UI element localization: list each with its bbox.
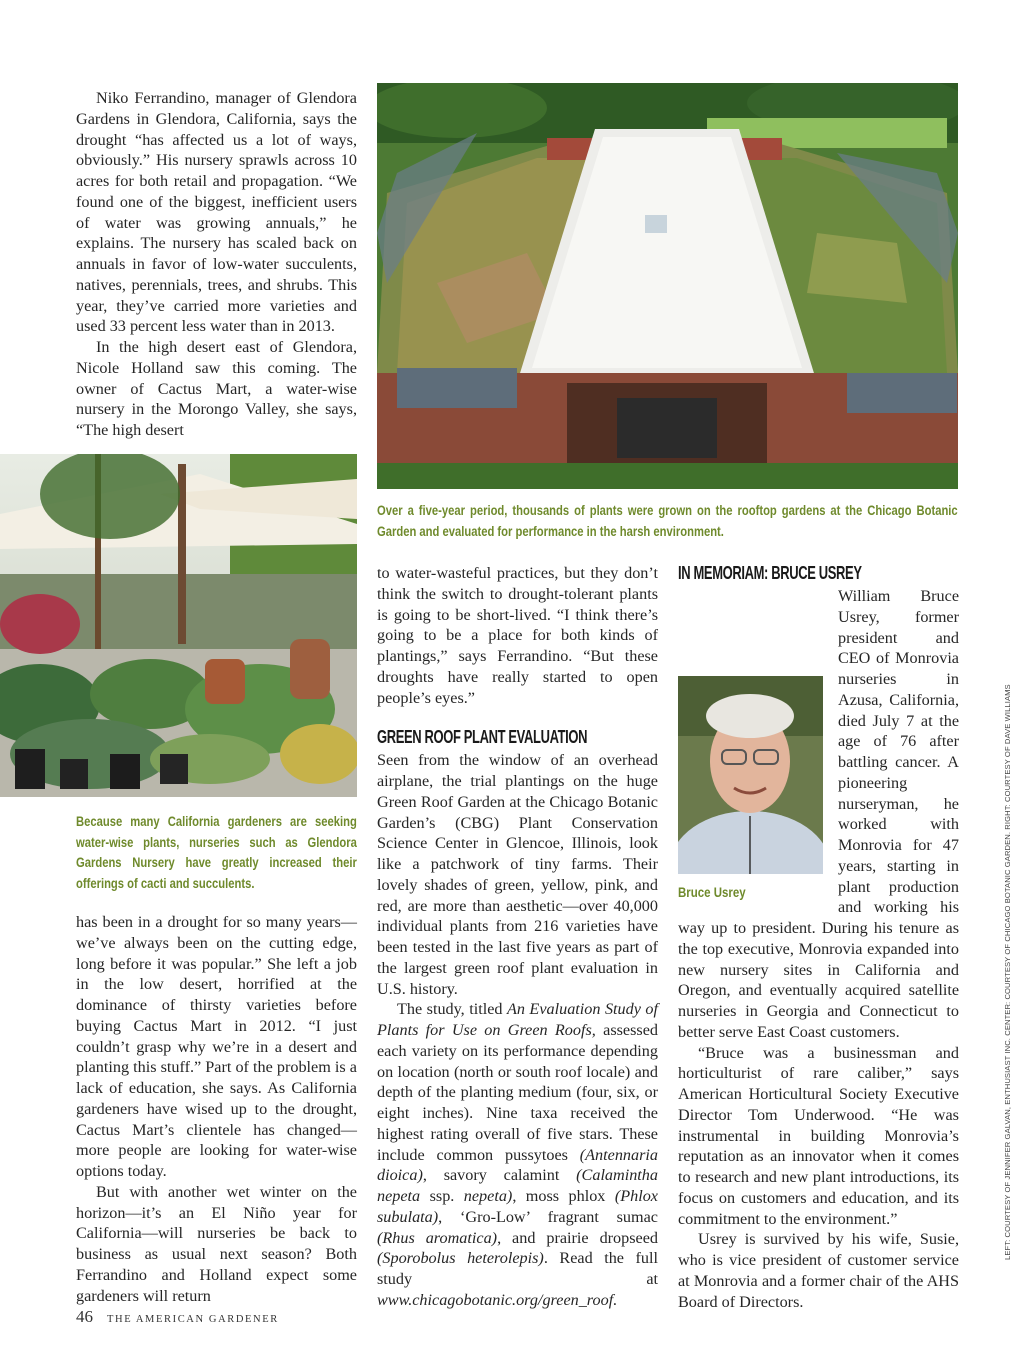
magazine-name: THE AMERICAN GARDENER	[107, 1314, 279, 1325]
section-heading-green-roof: GREEN ROOF PLANT EVALUATION	[377, 727, 588, 748]
green-roof-photo-caption: Over a five-year period, thousands of plants were grown on the rooftop gardens at the Chicago Botanic Garden and evaluated for performance in the harsh environment.	[377, 503, 958, 539]
paragraph: has been in a drought for so many years—we’ve always been on the cutting edge, long before it was popular.” She left a job in the low desert, horrified at the dominance of thirsty varieties before buying Cactus Mart in 2012. “I just couldn’t grasp why we’re in a desert and planting this stuff.” Part of the problem is a lack of education, she says. As California gardeners have wised up to the drought, Cactus Mart’s clientele has changed—more people are looking for water-wise options today.	[76, 913, 357, 1180]
photo-credits: LEFT: COURTESY OF JENNIFER GALVAN, ENTHUSIAST INC. CENTER: COURTESY OF CHICAGO BOTANIC GARDEN. RIGHT: COURTESY OF DAVE WILLIAMS	[1003, 684, 1012, 1260]
paragraph: “Bruce was a businessman and horticulturist of rare caliber,” says American Horticultural Society Executive Director Tom Underwood. “He was instrumental in building Monrovia’s reputation as an innovator when it comes to research and new plant introductions, its focus on customers and education, and its commitment to the environment.”	[678, 1043, 959, 1228]
paragraph: William Bruce Usrey, former president and CEO of Monrovia nurseries in Azusa, California, died July 7 at the age of 76 after battling cancer. A pioneering nurseryman, he worked with Monrovia for 47 years, starting in plant production and working his way up to president. During his tenure as the top executive, Monrovia expanded into new nursery sites in California and Oregon, and eventually acquired satellite nurseries in Georgia and Connecticut to better serve East Coast customers.	[678, 587, 959, 1041]
bruce-usrey-portrait	[678, 676, 823, 874]
nursery-photo-caption: Because many California gardeners are seeking water-wise plants, nurseries such as Glendora Gardens Nursery have greatly increased their offerings of cacti and succulents.	[76, 814, 357, 891]
paragraph: The study, titled An Evaluation Study of Plants for Use on Green Roofs, assessed each variety on its performance depending on location (north or south roof locale) and depth of the planting medium (four, six, or eight inches). Nine taxa received the highest rating overall of five stars. These include common pussytoes (Antennaria dioica), savory calamint (Calamintha nepeta ssp. nepeta), moss phlox (Phlox subulata), ‘Gro-Low’ fragrant sumac (Rhus aromatica), and prairie dropseed (Sporobolus heterolepis). Read the full study at www.chicagobotanic.org/green_roof.	[377, 1000, 659, 1309]
page-footer	[76, 1307, 279, 1327]
paragraph: Niko Ferrandino, manager of Glendora Gardens in Glendora, California, says the drought “has affected us a lot of ways, obviously.” His nursery sprawls across 10 acres for both retail and propagation. “We found one of the biggest, inefficient users of water was growing annuals,” he explains. The nursery has scaled back on annuals in favor of low-water succulents, natives, perennials, trees, and shrubs. This year, they’ve carried more varieties and used 33 percent less water than in 2013.	[76, 89, 357, 336]
section-heading-in-memoriam: IN MEMORIAM: BRUCE USREY	[678, 563, 862, 583]
study-link[interactable]: www.chicagobotanic.org/green_roof.	[377, 1290, 618, 1309]
portrait-caption: Bruce Usrey	[678, 885, 746, 900]
paragraph: to water-wasteful practices, but they don’t think the switch to drought-tolerant plants is going to be short-lived. “I think there’s going to be a place for both kinds of plantings,” says Ferrandino. “But these droughts have really started to open people’s eyes.”	[377, 564, 658, 707]
column-3-text	[678, 562, 959, 1312]
green-roof-photo	[377, 83, 958, 489]
page-number: 46	[76, 1307, 93, 1326]
column-2-text	[377, 563, 658, 1311]
paragraph: But with another wet winter on the horizon—it’s an El Niño year for California—will nurseries be back to business as usual next season? Both Ferrandino and Holland expect some gardeners will return	[76, 1182, 357, 1305]
column-1-top-text	[76, 88, 357, 441]
paragraph: In the high desert east of Glendora, Nicole Holland saw this coming. The owner of Cactus Mart, a water-wise nursery in the Morongo Valley, she says, “The high desert	[76, 338, 357, 439]
column-1-bottom-text	[76, 912, 357, 1306]
paragraph: Seen from the window of an overhead airplane, the trial plantings on the huge Green Roof Garden at the Chicago Botanic Garden’s (CBG) Plant Conservation Science Center in Glencoe, Illinois, look like a patchwork of tiny farms. Their lovely shades of green, yellow, pink, and red, are more than aesthetic—over 40,000 individual plants from 216 varieties have been tested in the last five years as part of the largest green roof plant evaluation in U.S. history.	[377, 751, 658, 998]
nursery-photo	[0, 454, 357, 797]
portrait-block	[678, 676, 830, 906]
paragraph: Usrey is survived by his wife, Susie, who is vice president of customer service at Monrovia and a former chair of the AHS Board of Directors.	[678, 1230, 959, 1311]
